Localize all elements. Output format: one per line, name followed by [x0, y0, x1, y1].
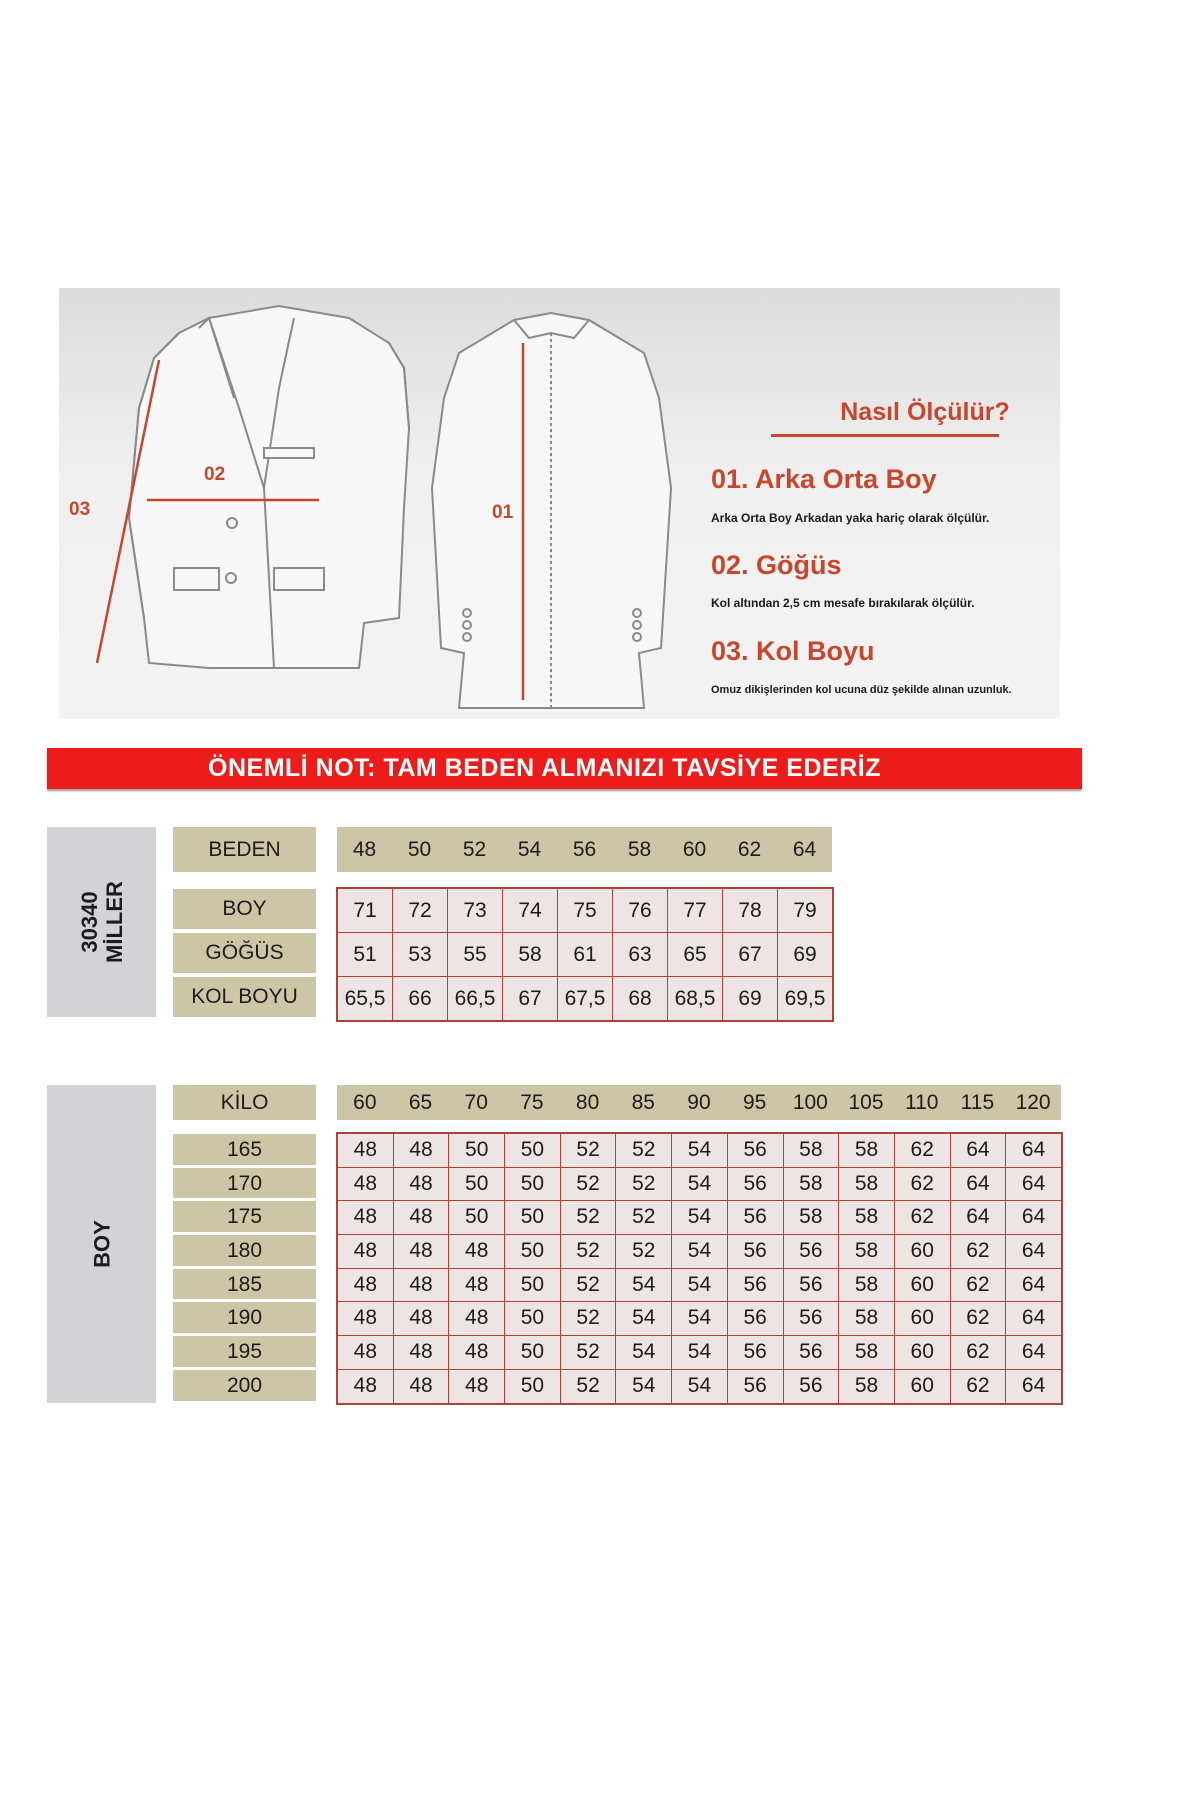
table-cell: 71	[338, 889, 393, 933]
weight-header-cell: 90	[671, 1085, 727, 1120]
table-cell: 52	[561, 1302, 617, 1336]
table-cell: 62	[951, 1235, 1007, 1269]
front-sleeve-label: 03	[69, 499, 91, 520]
table-cell: 56	[728, 1370, 784, 1404]
table-row	[338, 1134, 1062, 1168]
table-cell: 50	[505, 1302, 561, 1336]
table-cell: 69	[778, 933, 833, 977]
table-cell: 62	[951, 1370, 1007, 1404]
table-cell: 56	[784, 1302, 840, 1336]
table-cell: 58	[839, 1370, 895, 1404]
table-cell: 67,5	[558, 977, 613, 1021]
table-cell: 48	[338, 1269, 394, 1303]
table-cell: 48	[338, 1168, 394, 1202]
table-cell: 52	[561, 1235, 617, 1269]
weight-header-cell: 105	[838, 1085, 894, 1120]
table-cell: 56	[728, 1302, 784, 1336]
table-cell: 48	[338, 1201, 394, 1235]
table-cell: 51	[338, 933, 393, 977]
table-cell: 50	[449, 1134, 505, 1168]
weight-header-cell: 85	[615, 1085, 671, 1120]
table-row	[338, 1336, 1062, 1370]
height-label-cell: 170	[173, 1168, 316, 1202]
table-cell: 48	[394, 1302, 450, 1336]
table-cell: 58	[839, 1336, 895, 1370]
weight-header-cell: 70	[448, 1085, 504, 1120]
table-cell: 64	[951, 1201, 1007, 1235]
weight-header-cell: 110	[894, 1085, 950, 1120]
table-row	[338, 1235, 1062, 1269]
table-cell: 52	[561, 1370, 617, 1404]
step-3-title: 03. Kol Boyu	[711, 636, 875, 666]
table-cell: 74	[503, 889, 558, 933]
gogus-row-label: GÖĞÜS	[173, 933, 316, 973]
front-chest-label: 02	[204, 464, 226, 485]
table-row	[338, 977, 833, 1021]
back-length-label: 01	[492, 502, 514, 523]
step-1-description: Arka Orta Boy Arkadan yaka hariç olarak ölçülür.	[711, 511, 990, 525]
table-cell: 79	[778, 889, 833, 933]
table-row	[338, 1302, 1062, 1336]
table-cell: 62	[895, 1134, 951, 1168]
table-cell: 48	[394, 1370, 450, 1404]
table-cell: 60	[895, 1235, 951, 1269]
table-cell: 62	[951, 1302, 1007, 1336]
weight-header-cell: 100	[783, 1085, 839, 1120]
measurement-grid	[336, 887, 834, 1022]
table-cell: 54	[672, 1370, 728, 1404]
table-cell: 50	[505, 1201, 561, 1235]
size-header-cell: 60	[667, 827, 722, 872]
table-cell: 69	[723, 977, 778, 1021]
table-cell: 62	[951, 1269, 1007, 1303]
table-row	[338, 1201, 1062, 1235]
table-cell: 64	[951, 1134, 1007, 1168]
table-cell: 64	[1006, 1302, 1062, 1336]
table-cell: 48	[338, 1134, 394, 1168]
table-cell: 50	[505, 1134, 561, 1168]
table-cell: 54	[672, 1302, 728, 1336]
table-cell: 64	[1006, 1336, 1062, 1370]
table-cell: 78	[723, 889, 778, 933]
table-cell: 48	[449, 1336, 505, 1370]
table-row	[338, 1269, 1062, 1303]
table-cell: 56	[728, 1336, 784, 1370]
model-side-tag	[47, 827, 156, 1017]
step-2-description: Kol altından 2,5 cm mesafe bırakılarak ölçülür.	[711, 596, 975, 610]
table-cell: 52	[561, 1336, 617, 1370]
table-cell: 50	[505, 1370, 561, 1404]
table-cell: 56	[728, 1269, 784, 1303]
table-cell: 54	[616, 1269, 672, 1303]
table-cell: 69,5	[778, 977, 833, 1021]
table-cell: 48	[338, 1235, 394, 1269]
table-cell: 65,5	[338, 977, 393, 1021]
height-label-cell: 190	[173, 1302, 316, 1336]
size-header-cell: 50	[392, 827, 447, 872]
table-cell: 52	[616, 1201, 672, 1235]
size-header-cell: 62	[722, 827, 777, 872]
table-row	[338, 1168, 1062, 1202]
table-cell: 64	[1006, 1370, 1062, 1404]
table-cell: 62	[951, 1336, 1007, 1370]
weight-header-cell: 115	[950, 1085, 1006, 1120]
table-cell: 58	[839, 1134, 895, 1168]
table-cell: 54	[672, 1269, 728, 1303]
table-cell: 64	[1006, 1269, 1062, 1303]
table-cell: 63	[613, 933, 668, 977]
table-cell: 56	[784, 1336, 840, 1370]
table-cell: 58	[784, 1201, 840, 1235]
table-cell: 50	[505, 1336, 561, 1370]
table-cell: 73	[448, 889, 503, 933]
kol-boyu-row-label: KOL BOYU	[173, 977, 316, 1017]
table-cell: 64	[1006, 1168, 1062, 1202]
table-cell: 66,5	[448, 977, 503, 1021]
size-header-cell: 56	[557, 827, 612, 872]
table-cell: 58	[503, 933, 558, 977]
weight-header-cell: 95	[727, 1085, 783, 1120]
table-cell: 52	[616, 1235, 672, 1269]
table-cell: 50	[449, 1168, 505, 1202]
table-cell: 54	[672, 1201, 728, 1235]
table-cell: 48	[338, 1336, 394, 1370]
important-note-text: ÖNEMLİ NOT: TAM BEDEN ALMANIZI TAVSİYE EDERİZ	[208, 754, 881, 782]
table-cell: 54	[616, 1302, 672, 1336]
table-cell: 62	[895, 1201, 951, 1235]
table-row	[338, 1370, 1062, 1404]
table-cell: 64	[1006, 1134, 1062, 1168]
size-header-cell: 58	[612, 827, 667, 872]
table-cell: 48	[394, 1168, 450, 1202]
table-cell: 54	[672, 1168, 728, 1202]
table-row	[338, 933, 833, 977]
table-cell: 62	[895, 1168, 951, 1202]
table-cell: 68	[613, 977, 668, 1021]
height-label-cell: 195	[173, 1336, 316, 1370]
size-header-cell: 52	[447, 827, 502, 872]
beden-size-row	[337, 827, 832, 872]
table-cell: 52	[616, 1134, 672, 1168]
table-cell: 75	[558, 889, 613, 933]
table-cell: 52	[561, 1201, 617, 1235]
table-cell: 54	[672, 1235, 728, 1269]
table-cell: 54	[616, 1370, 672, 1404]
table-cell: 64	[951, 1168, 1007, 1202]
front-jacket-drawing	[129, 306, 409, 668]
table-cell: 48	[394, 1235, 450, 1269]
table-cell: 56	[728, 1235, 784, 1269]
table-cell: 68,5	[668, 977, 723, 1021]
table-cell: 56	[728, 1134, 784, 1168]
table-cell: 56	[728, 1201, 784, 1235]
size-grid	[336, 1132, 1063, 1405]
guide-title-underline	[771, 434, 999, 437]
model-side-text	[77, 881, 127, 963]
table-cell: 48	[449, 1235, 505, 1269]
table-cell: 52	[616, 1168, 672, 1202]
table-cell: 58	[784, 1134, 840, 1168]
table-cell: 50	[505, 1235, 561, 1269]
weight-header-cell: 60	[337, 1085, 393, 1120]
size-header-cell: 48	[337, 827, 392, 872]
table-cell: 54	[672, 1134, 728, 1168]
table-cell: 54	[616, 1336, 672, 1370]
table-cell: 58	[839, 1235, 895, 1269]
important-note-bar	[47, 748, 1082, 789]
table-cell: 50	[449, 1201, 505, 1235]
table-cell: 61	[558, 933, 613, 977]
table-cell: 56	[784, 1370, 840, 1404]
model-code: 30340	[76, 891, 102, 953]
height-side-tag	[47, 1085, 156, 1403]
table-cell: 76	[613, 889, 668, 933]
table-cell: 50	[505, 1168, 561, 1202]
table-cell: 64	[1006, 1201, 1062, 1235]
height-label-column	[173, 1134, 316, 1404]
step-1-title: 01. Arka Orta Boy	[711, 464, 937, 494]
table-cell: 67	[503, 977, 558, 1021]
table-cell: 53	[393, 933, 448, 977]
table-cell: 58	[839, 1168, 895, 1202]
model-name: MİLLER	[101, 881, 127, 963]
step-2-title: 02. Göğüs	[711, 550, 842, 580]
height-label-cell: 165	[173, 1134, 316, 1168]
table-cell: 50	[505, 1269, 561, 1303]
table-cell: 56	[784, 1269, 840, 1303]
table-cell: 58	[839, 1269, 895, 1303]
table-cell: 55	[448, 933, 503, 977]
table-cell: 48	[394, 1201, 450, 1235]
table-cell: 56	[728, 1168, 784, 1202]
table-cell: 48	[338, 1302, 394, 1336]
table-cell: 58	[839, 1201, 895, 1235]
table-cell: 48	[449, 1302, 505, 1336]
back-jacket-drawing	[432, 313, 671, 708]
table-cell: 52	[561, 1134, 617, 1168]
table-cell: 60	[895, 1269, 951, 1303]
table-row	[338, 889, 833, 933]
height-label-cell: 175	[173, 1201, 316, 1235]
table-cell: 54	[672, 1336, 728, 1370]
step-3-description: Omuz dikişlerinden kol ucuna düz şekilde alınan uzunluk.	[711, 684, 1012, 696]
table-cell: 67	[723, 933, 778, 977]
height-label-cell: 200	[173, 1370, 316, 1404]
size-header-cell: 54	[502, 827, 557, 872]
table-cell: 77	[668, 889, 723, 933]
height-label-cell: 185	[173, 1269, 316, 1303]
table-cell: 58	[784, 1168, 840, 1202]
table-cell: 52	[561, 1168, 617, 1202]
weight-header-cell: 120	[1005, 1085, 1061, 1120]
table-cell: 48	[449, 1269, 505, 1303]
weight-header-cell: 65	[393, 1085, 449, 1120]
size-header-cell: 64	[777, 827, 832, 872]
table-cell: 60	[895, 1370, 951, 1404]
table-cell: 65	[668, 933, 723, 977]
weight-header-cell: 75	[504, 1085, 560, 1120]
table-cell: 52	[561, 1269, 617, 1303]
kilo-header-label: KİLO	[173, 1085, 316, 1120]
table-cell: 48	[394, 1269, 450, 1303]
table-cell: 56	[784, 1235, 840, 1269]
table-cell: 58	[839, 1302, 895, 1336]
beden-header-label: BEDEN	[173, 827, 316, 872]
table-cell: 66	[393, 977, 448, 1021]
table-cell: 48	[338, 1370, 394, 1404]
measurement-guide-panel	[59, 288, 1060, 719]
table-cell: 64	[1006, 1235, 1062, 1269]
table-cell: 72	[393, 889, 448, 933]
table-cell: 60	[895, 1336, 951, 1370]
weight-header-cell: 80	[560, 1085, 616, 1120]
height-label-cell: 180	[173, 1235, 316, 1269]
height-side-text: BOY	[89, 1220, 114, 1268]
weight-header-row	[337, 1085, 1061, 1120]
guide-title: Nasıl Ölçülür?	[840, 398, 1010, 426]
table-cell: 48	[394, 1336, 450, 1370]
table-cell: 48	[394, 1134, 450, 1168]
boy-row-label: BOY	[173, 889, 316, 929]
table-cell: 60	[895, 1302, 951, 1336]
table-cell: 48	[449, 1370, 505, 1404]
jacket-illustrations	[59, 288, 1060, 719]
